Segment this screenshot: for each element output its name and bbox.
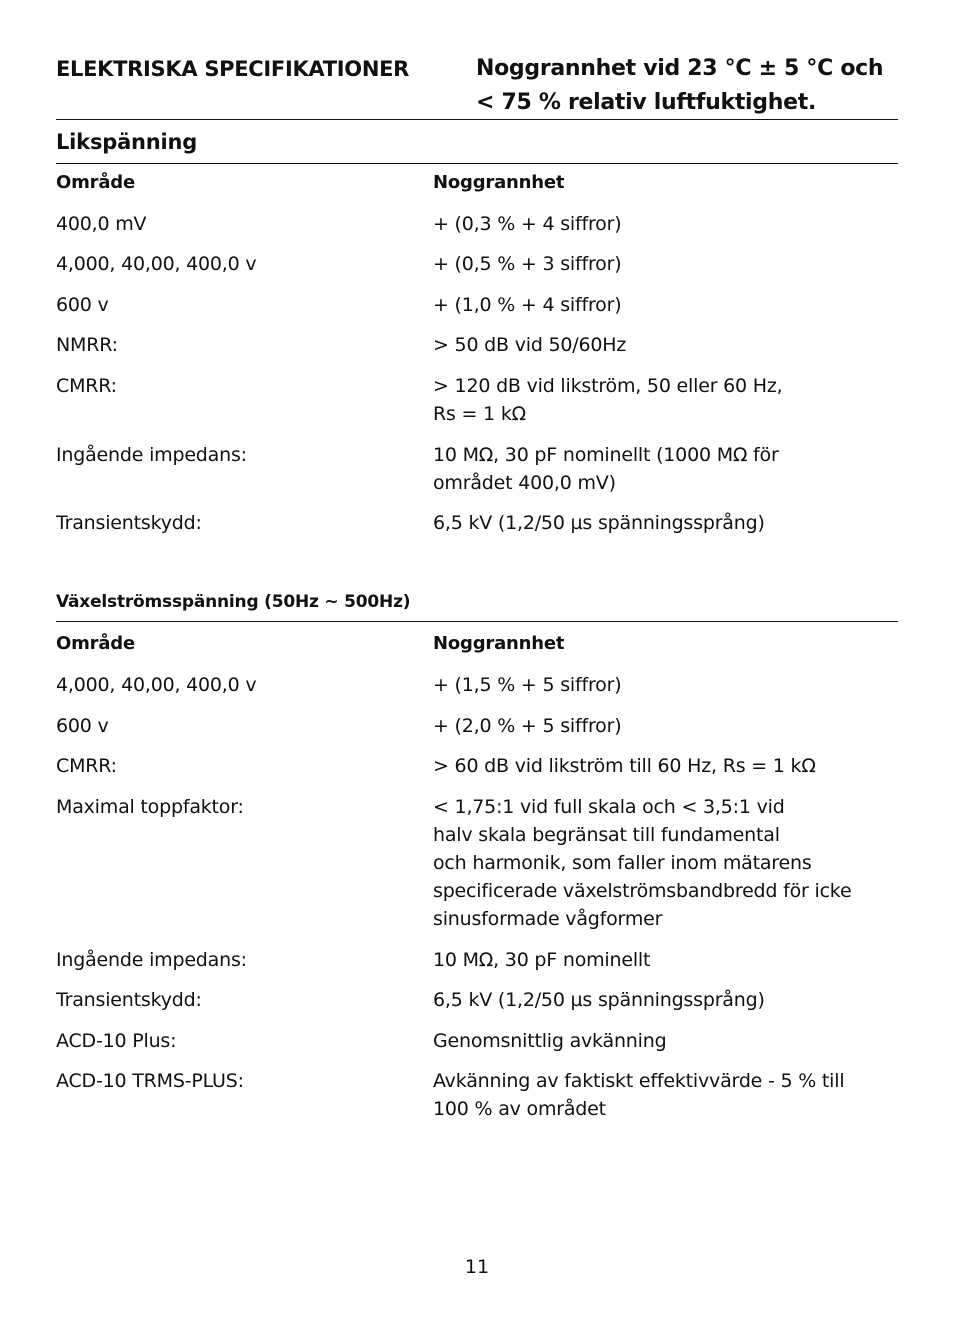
row-label: ACD-10 Plus: (56, 1030, 177, 1052)
table-row (56, 372, 898, 441)
table-row (56, 291, 898, 331)
table-row (56, 793, 898, 946)
row-value-line: halv skala begränsat till fundamental (433, 824, 780, 846)
row-value-line: > 120 dB vid likström, 50 eller 60 Hz, (433, 375, 783, 397)
table-row (56, 1067, 898, 1127)
dc-voltage-title: Likspänning (56, 130, 198, 154)
dc-title-rule (56, 163, 898, 164)
dc-col-range: Område (56, 172, 135, 193)
row-value-line: området 400,0 mV) (433, 472, 616, 494)
ac-title-rule (56, 621, 898, 622)
dc-col-accuracy: Noggrannhet (433, 172, 565, 193)
row-value (433, 331, 898, 372)
row-value (433, 1027, 898, 1067)
row-value-line: Avkänning av faktiskt effektivvärde - 5 % till (433, 1070, 845, 1092)
ac-col-accuracy: Noggrannhet (433, 633, 565, 654)
row-value (433, 752, 898, 793)
row-value-line: Rs = 1 kΩ (433, 403, 526, 425)
row-value-line: 6,5 kV (1,2/50 µs spänningssprång) (433, 989, 765, 1011)
row-label: 400,0 mV (56, 213, 147, 235)
table-row (56, 986, 898, 1027)
ac-voltage-table (56, 630, 898, 1127)
row-label: 600 v (56, 715, 109, 737)
table-row (56, 441, 898, 509)
row-label: Transientskydd: (56, 512, 202, 534)
row-value (433, 793, 898, 946)
row-value (433, 291, 898, 331)
row-value-line: och harmonik, som faller inom mätarens (433, 852, 812, 874)
page-number: 11 (464, 1256, 490, 1278)
row-value-line: 6,5 kV (1,2/50 µs spänningssprång) (433, 512, 765, 534)
ac-table-header (56, 630, 898, 671)
row-value (433, 986, 898, 1027)
row-value-line: > 50 dB vid 50/60Hz (433, 334, 627, 356)
row-value-line: 10 MΩ, 30 pF nominellt (1000 MΩ för (433, 444, 779, 466)
ac-voltage-title: Växelströmsspänning (50Hz ~ 500Hz) (56, 592, 411, 612)
row-label: CMRR: (56, 755, 117, 777)
table-row (56, 712, 898, 752)
row-value (433, 250, 898, 291)
row-label: ACD-10 TRMS-PLUS: (56, 1070, 244, 1092)
table-row (56, 331, 898, 372)
row-value-line: + (0,3 % + 4 siffror) (433, 213, 622, 235)
row-label: Maximal toppfaktor: (56, 796, 244, 818)
table-row (56, 509, 898, 549)
table-row (56, 1027, 898, 1067)
table-row (56, 752, 898, 793)
row-value (433, 1067, 898, 1127)
accuracy-conditions (476, 52, 898, 120)
accuracy-conditions-line-2: < 75 % relativ luftfuktighet. (476, 90, 817, 115)
row-value-line: < 1,75:1 vid full skala och < 3,5:1 vid (433, 796, 785, 818)
row-label: 4,000, 40,00, 400,0 v (56, 674, 257, 696)
row-value (433, 946, 898, 986)
row-value-line: + (2,0 % + 5 siffror) (433, 715, 622, 737)
manual-page (56, 0, 898, 1332)
ac-col-range: Område (56, 633, 135, 654)
section-heading: ELEKTRISKA SPECIFIKATIONER (56, 57, 410, 81)
row-value-line: specificerade växelströmsbandbredd för icke (433, 880, 852, 902)
row-value-line: + (1,0 % + 4 siffror) (433, 294, 622, 316)
row-label: 4,000, 40,00, 400,0 v (56, 253, 257, 275)
row-value (433, 671, 898, 712)
row-value (433, 441, 898, 509)
header-rule (56, 119, 898, 120)
page-header (56, 52, 898, 120)
row-label: Ingående impedans: (56, 949, 247, 971)
row-value (433, 372, 898, 441)
row-value-line: 100 % av området (433, 1098, 606, 1120)
table-row (56, 250, 898, 291)
row-value-line: Genomsnittlig avkänning (433, 1030, 667, 1052)
row-value (433, 509, 898, 549)
row-value (433, 210, 898, 250)
table-row (56, 671, 898, 712)
dc-voltage-table (56, 169, 898, 549)
accuracy-conditions-line-1: Noggrannhet vid 23 °C ± 5 °C och (476, 56, 884, 81)
row-label: Transientskydd: (56, 989, 202, 1011)
row-value-line: > 60 dB vid likström till 60 Hz, Rs = 1 kΩ (433, 755, 816, 777)
row-value-line: sinusformade vågformer (433, 908, 663, 930)
dc-table-header (56, 169, 898, 210)
row-value-line: 10 MΩ, 30 pF nominellt (433, 949, 651, 971)
row-value-line: + (1,5 % + 5 siffror) (433, 674, 622, 696)
row-label: NMRR: (56, 334, 118, 356)
row-value (433, 712, 898, 752)
row-value-line: + (0,5 % + 3 siffror) (433, 253, 622, 275)
row-label: Ingående impedans: (56, 444, 247, 466)
table-row (56, 946, 898, 986)
row-label: CMRR: (56, 375, 117, 397)
row-label: 600 v (56, 294, 109, 316)
table-row (56, 210, 898, 250)
